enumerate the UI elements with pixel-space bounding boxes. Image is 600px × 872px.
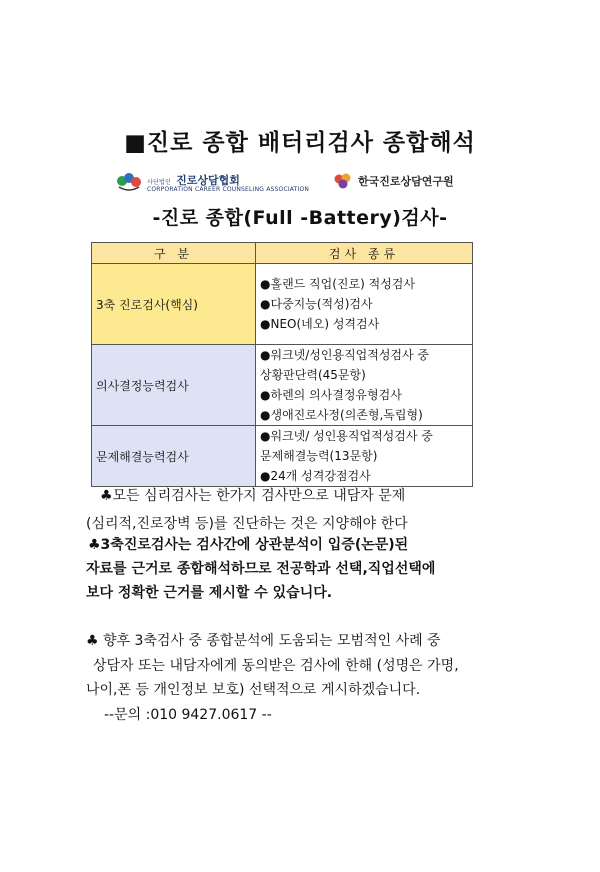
row-category: 3축 진로검사(핵심) [92,264,256,345]
note-paragraph: 나이,폰 등 개인정보 보호) 선택적으로 게시하겠습니다. [86,682,421,698]
header-test-type: 검사 종류 [256,243,473,264]
subtitle: -진로 종합(Full -Battery)검사- [152,207,448,229]
note-paragraph: 보다 정확한 근거를 제시할 수 있습니다. [86,585,333,601]
list-item: ●24개 성격강점검사 [260,469,371,483]
logo-text: 진로상담협회 [176,174,240,187]
table-row [92,345,473,426]
institute-logo-icon [333,171,353,191]
list-item: ●홀랜드 직업(진로) 적성검사 [260,277,415,291]
row-items [256,345,473,426]
row-category: 문제해결능력검사 [92,426,256,487]
logo-career-counseling-association [116,170,309,192]
table-header-row [92,243,473,264]
list-item: ●NEO(네오) 성격검사 [260,317,380,331]
logo-text: 한국진로상담연구원 [358,175,454,188]
note-paragraph: 상담자 또는 내담자에게 동의받은 검사에 한해 (성명은 가명, [93,658,459,674]
list-item: ●다중지능(적성)검사 [260,297,373,311]
list-item: ●생애진로사정(의존형,독립형) [260,408,423,422]
list-item: ●워크넷/ 성인용직업적성검사 중 [260,429,433,443]
note-paragraph: ♣모든 심리검사는 한가지 검사만으로 내담자 문제 [100,488,406,504]
test-table [91,242,473,487]
logo-prefix: 사단법인 [147,179,171,186]
list-item: 상황판단력(45문항) [260,368,366,382]
note-paragraph: 자료를 근거로 종합해석하므로 전공학과 선택,직업선택에 [86,561,436,577]
table-row [92,426,473,487]
page-title: ■진로 종합 배터리검사 종합해석 [124,130,476,156]
table-row [92,264,473,345]
header-category: 구 분 [92,243,256,264]
row-category: 의사결정능력검사 [92,345,256,426]
logo-korea-career-institute [333,170,454,192]
note-paragraph: (심리적,진로장벽 등)를 진단하는 것은 지양해야 한다 [86,516,408,532]
association-logo-icon [116,171,142,191]
list-item: ●하렌의 의사결정유형검사 [260,388,402,402]
note-paragraph: ♣ 향후 3축검사 중 종합분석에 도움되는 모범적인 사례 중 [86,633,441,649]
list-item: 문제해결능력(13문항) [260,449,378,463]
list-item: ●워크넷/성인용직업적성검사 중 [260,348,430,362]
contact-line: --문의 :010 9427.0617 -- [104,707,272,723]
row-items [256,426,473,487]
note-paragraph: ♣3축진로검사는 검사간에 상관분석이 입증(논문)된 [88,537,409,553]
logo-subtext: CORPORATION CAREER COUNSELING ASSOCIATION [147,186,310,193]
row-items [256,264,473,345]
